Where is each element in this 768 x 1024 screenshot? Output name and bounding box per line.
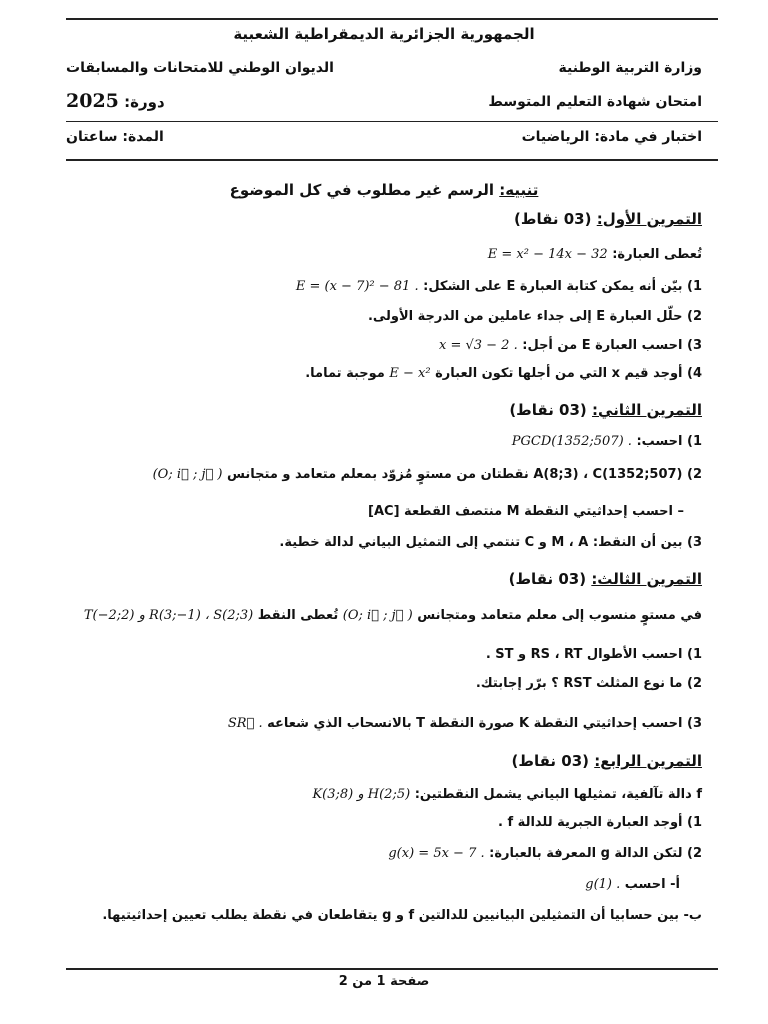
ex2-q3: 3) بين أن النقط: M ، A و C تنتمي إلى التمثيل البياني لدالة خطية. xyxy=(279,535,702,550)
notice-text: الرسم غير مطلوب في كل الموضوع xyxy=(229,181,495,199)
ex1-q4-math: E − x² xyxy=(389,366,431,381)
ex4-q2-text: 2) لتكن الدالة g المعرفة بالعبارة: xyxy=(489,846,702,861)
ex2-title: التمرين الثاني: xyxy=(592,401,702,419)
ex3-title: التمرين الثالث: xyxy=(591,570,702,588)
exam-name: امتحان شهادة التعليم المتوسط xyxy=(488,94,702,110)
ex4-intro-text: f دالة تآلفية، تمثيلها البياني يشمل النقطتين: xyxy=(414,787,702,802)
ex4-intro xyxy=(312,787,702,802)
subject-label: اختبار في مادة: xyxy=(594,129,702,145)
ex1-q4-tail: موجبة تماما. xyxy=(305,366,385,381)
duration-line xyxy=(66,129,164,145)
ex4-heading xyxy=(512,752,702,770)
ex2-q2 xyxy=(153,467,702,482)
ex3-q1: 1) احسب الأطوال RS ، RT و ST . xyxy=(485,647,702,662)
ex3-intro xyxy=(84,608,702,623)
ex1-q1-math: E = (x − 7)² − 81 . xyxy=(295,279,419,294)
ex1-q4-text: 4) أوجد قيم x التي من أجلها تكون العبارة xyxy=(435,366,702,381)
ex4-qa xyxy=(585,877,680,892)
notice xyxy=(0,181,768,199)
ex1-points: (03 نقاط) xyxy=(514,210,592,228)
ex1-intro-text: تُعطى العبارة: xyxy=(612,247,702,262)
footer-rule xyxy=(66,968,718,970)
ex3-q3 xyxy=(228,716,702,731)
ex3-q2: 2) ما نوع المثلث RST ؟ برّر إجابتك. xyxy=(475,676,702,691)
ex2-q1-math: PGCD(1352;507) . xyxy=(511,434,632,449)
ex1-q3 xyxy=(439,338,702,353)
duration-value: ساعتان xyxy=(66,129,118,145)
ex3-q3-math: SR⃗ . xyxy=(227,716,263,731)
ex4-points: (03 نقاط) xyxy=(511,752,589,770)
ex2-q2-sub: – احسب إحداثيتي النقطة M منتصف القطعة [AC] xyxy=(368,504,684,519)
ex2-q1-text: 1) احسب: xyxy=(636,434,702,449)
ex3-heading xyxy=(509,570,702,588)
ex1-expression: E = x² − 14x − 32 xyxy=(487,247,608,262)
ex2-q1 xyxy=(512,434,702,449)
ex1-q1 xyxy=(296,279,702,294)
ex3-points-list: R(3;−1) ، S(2;3) و T(−2;2) xyxy=(83,608,254,623)
ex1-q3-math: x = √3 − 2 . xyxy=(438,338,518,353)
subject-line xyxy=(522,129,702,145)
ex4-q1: 1) أوجد العبارة الجبرية للدالة f . xyxy=(498,815,702,830)
ex1-q2: 2) حلّل العبارة E إلى جداء عاملين من الدرجة الأولى. xyxy=(367,309,702,324)
ex1-title: التمرين الأول: xyxy=(596,210,702,228)
ex4-intro-math: H(2;5) و K(3;8) xyxy=(312,787,411,802)
ex3-intro-tail: تُعطى النقط xyxy=(257,608,339,623)
ex3-q3-text: 3) احسب إحداثيتي النقطة K صورة النقطة T بالانسحاب الذي شعاعه xyxy=(267,716,702,731)
ex1-intro xyxy=(488,247,702,262)
ex3-intro-text: في مستوٍ منسوب إلى معلم متعامد ومتجانس xyxy=(417,608,702,623)
ex2-heading xyxy=(509,401,702,419)
notice-label: تنبيه: xyxy=(499,181,539,199)
top-rule xyxy=(66,18,718,20)
republic-title: الجمهورية الجزائرية الديمقراطية الشعبية xyxy=(233,25,535,43)
ex2-q2-frame: (O; i⃗ ; j⃗ ) xyxy=(152,467,223,482)
ex3-points: (03 نقاط) xyxy=(508,570,587,588)
ex4-qa-math: g(1) . xyxy=(585,877,621,892)
session-year: 2025 xyxy=(66,90,119,112)
ex2-points: (03 نقاط) xyxy=(509,401,587,419)
ex4-q2-math: g(x) = 5x − 7 . xyxy=(388,846,485,861)
ex4-title: التمرين الرابع: xyxy=(594,752,702,770)
subject-name: الرياضيات xyxy=(521,129,590,145)
session-label: دورة: xyxy=(124,93,165,111)
ex1-q4 xyxy=(305,366,702,381)
ex1-q1-text: 1) بيّن أنه يمكن كتابة العبارة E على الشكل: xyxy=(423,279,702,294)
ex3-intro-frame: (O; i⃗ ; j⃗ ) xyxy=(342,608,413,623)
header-rule-1 xyxy=(66,121,718,122)
ministry-name: وزارة التربية الوطنية xyxy=(558,60,702,76)
duration-label: المدة: xyxy=(122,129,164,145)
ex2-q2-text: 2) A(8;3) ، C(1352;507) نقطتان من مستوٍ مُزوّد بمعلم متعامد و متجانس xyxy=(227,467,702,482)
ex4-qb: ب- بين حسابيا أن التمثيلين البيانيين للدالتين f و g يتقاطعان في نقطة يطلب تعيين إحداثيتيها. xyxy=(102,908,702,923)
header-rule-2 xyxy=(66,159,718,161)
page-number: صفحة 1 من 2 xyxy=(338,974,430,989)
office-name: الديوان الوطني للامتحانات والمسابقات xyxy=(66,60,334,76)
session xyxy=(66,90,165,112)
ex1-heading xyxy=(514,210,702,228)
ex4-q2 xyxy=(388,846,702,861)
ex4-qa-text: أ- احسب xyxy=(624,877,680,892)
ex1-q3-text: 3) احسب العبارة E من أجل: xyxy=(522,338,702,353)
